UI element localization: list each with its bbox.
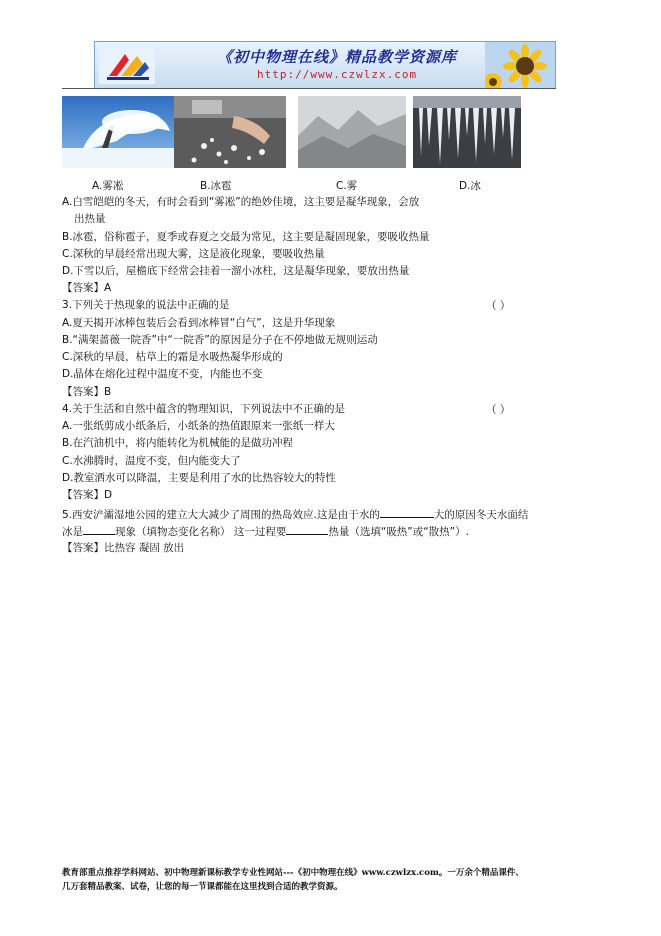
q5-line1 [62,506,528,522]
q4-option-a: A.一张纸剪成小纸条后，小纸条的热值跟原来一张纸一样大 [62,420,335,432]
q5-line2-text-b: 现象（填物态变化名称） 这一过程要 [115,526,287,538]
footer-line1: 教育部重点推荐学科网站、初中物理新课标教学专业性网站---《初中物理在线》www.czwlzx.com。一万余个精品课件、 [62,868,524,878]
sunflower-icon [485,42,555,88]
photo-fog [298,96,406,168]
q5-line1-text-b: 大的原因冬天水面结 [433,509,529,521]
q2-option-a-line2: 出热量 [74,213,106,225]
q5-blank-2[interactable] [83,523,115,535]
banner-title: 《初中物理在线》精品教学资源库 [217,48,458,66]
q5-line2 [62,523,469,539]
header-divider [62,88,556,89]
photo-icicles [413,96,521,168]
header-banner [94,41,556,89]
q2-option-a-line1: A.白雪皑皑的冬天，有时会看到“雾凇”的绝妙佳境，这主要是凝华现象，会放 [62,196,420,208]
q4-stem: 4.关于生活和自然中蕴含的物理知识，下列说法中不正确的是 [62,403,346,415]
q4-answer: 【答案】D [62,489,113,501]
q3-option-c: C.深秋的早晨，枯草上的霜是水吸热凝华形成的 [62,351,283,363]
q3-answer: 【答案】B [62,386,112,398]
q2-option-c: C.深秋的早晨经常出现大雾，这是液化现象，要吸收热量 [62,248,325,260]
site-logo-icon [99,46,155,84]
q3-answer-bracket: （ ） [486,300,511,312]
photo-hail [174,96,286,168]
q4-option-d: D.教室洒水可以降温，主要是利用了水的比热容较大的特性 [62,472,336,484]
q5-line2-text-c: 热量（选填“吸热”或“散热”）. [328,526,469,538]
photo-rime [62,96,174,168]
banner-url[interactable]: http://www.czwlzx.com [257,68,418,81]
q2-answer: 【答案】A [62,282,112,294]
q5-blank-1[interactable] [380,506,434,518]
q4-answer-bracket: （ ） [486,404,511,416]
caption-c: C.雾 [336,180,358,192]
q3-stem: 3.下列关于热现象的说法中正确的是 [62,299,230,311]
q3-option-a: A.夏天揭开冰棒包装后会看到冰棒冒“白气”，这是升华现象 [62,317,336,329]
q5-line1-text-a: 5.西安浐灞湿地公园的建立大大减少了周围的热岛效应.这是由于水的 [62,509,380,521]
q3-option-d: D.晶体在熔化过程中温度不变，内能也不变 [62,368,263,380]
q4-option-b: B.在汽油机中，将内能转化为机械能的是做功冲程 [62,437,294,449]
q3-option-b: B.“满架蔷薇一院香”中“一院香”的原因是分子在不停地做无规则运动 [62,334,378,346]
caption-a: A.雾凇 [92,180,124,192]
q2-option-d: D.下雪以后，屋檐底下经常会挂着一溜小冰柱，这是凝华现象，要放出热量 [62,265,410,277]
q2-option-b: B.冰雹，俗称雹子，夏季或春夏之交最为常见，这主要是凝固现象，要吸收热量 [62,231,430,243]
caption-b: B.冰雹 [200,180,232,192]
q5-line2-text-a: 冰是 [62,526,83,538]
footer-line2: 几万套精品教案、试卷，让您的每一节课都能在这里找到合适的教学资源。 [62,882,343,892]
q5-answer: 【答案】比热容 凝固 放出 [62,542,185,554]
q5-blank-3[interactable] [286,523,328,535]
caption-d: D.冰 [459,180,481,192]
q4-option-c: C.水沸腾时，温度不变，但内能变大了 [62,455,241,467]
